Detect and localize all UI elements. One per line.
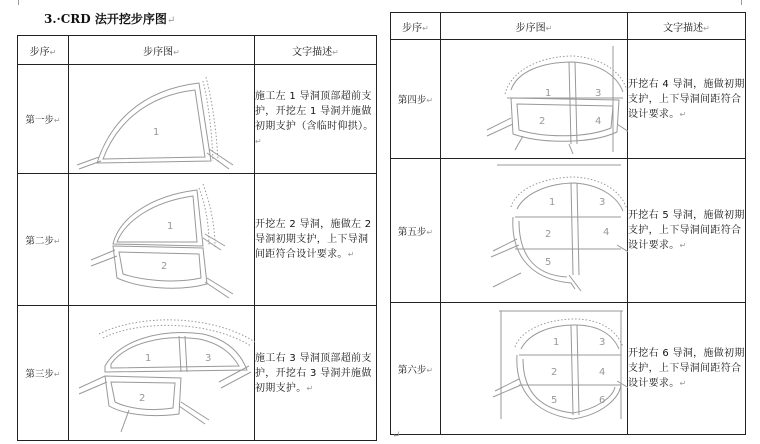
drift-label: 3 [205, 353, 212, 364]
step-description: 施工右 3 导洞顶部超前支护，开挖右 3 导洞并施做初期支护。↵ [255, 306, 377, 441]
tunnel-step-5-diagram [441, 159, 628, 302]
drift-label: 1 [145, 353, 152, 364]
step-description: 施工左 1 导洞顶部超前支护，开挖左 1 导洞并施做初期支护（含临时仰拱）。↵ [255, 65, 377, 174]
section-heading [44, 10, 175, 27]
crop-mark-top-right [741, 0, 750, 5]
drift-label: 6 [599, 395, 606, 406]
table-row [18, 65, 377, 174]
header-step: 步序↵ [18, 36, 69, 65]
drift-label: 3 [599, 337, 606, 348]
drift-label: 1 [553, 337, 560, 348]
table-row [18, 174, 377, 306]
left-steps-table [17, 35, 377, 441]
table-header-row [391, 13, 746, 40]
tunnel-step-6-diagram [441, 303, 628, 434]
drift-label: 1 [545, 88, 552, 99]
step-label: 第五步↵ [391, 159, 441, 303]
header-diagram: 步序图↵ [441, 13, 628, 40]
drift-label: 3 [595, 88, 602, 99]
step-description: 开挖右 6 导洞，施做初期支护，上下导洞间距符合设计要求。↵ [628, 303, 746, 435]
step-description: 开挖右 4 导洞，施做初期支护，上下导洞间距符合设计要求。↵ [628, 40, 746, 159]
tunnel-step-2-diagram [69, 174, 255, 305]
step-label: 第六步↵ [391, 303, 441, 435]
step-description: 开挖左 2 导洞，施做左 2 导洞初期支护，上下导洞间距符合设计要求。↵ [255, 174, 377, 306]
trailing-paragraph-mark: ↵ [392, 430, 401, 441]
drift-label: 2 [551, 367, 558, 378]
table-row [18, 306, 377, 441]
right-steps-table [390, 12, 746, 435]
drift-label: 2 [539, 116, 546, 127]
header-text: 文字描述↵ [255, 36, 377, 65]
step-description: 开挖右 5 导洞，施做初期支护，上下导洞间距符合设计要求。↵ [628, 159, 746, 303]
paragraph-mark: ↵ [166, 15, 176, 26]
step-diagram-cell [441, 303, 628, 435]
drift-label: 2 [139, 393, 146, 404]
table-header-row [18, 36, 377, 65]
table-row [391, 159, 746, 303]
step-label: 第二步↵ [18, 174, 69, 306]
section-heading-text: 3.·CRD 法开挖步序图 [44, 12, 167, 26]
drift-label: 4 [599, 367, 606, 378]
drift-label: 4 [595, 116, 602, 127]
drift-label: 3 [599, 197, 606, 208]
header-step: 步序↵ [391, 13, 441, 40]
header-text: 文字描述↵ [628, 13, 746, 40]
step-diagram-cell [69, 306, 255, 441]
drift-label: 5 [545, 257, 552, 268]
tunnel-step-3-diagram [69, 306, 255, 440]
step-label: 第三步↵ [18, 306, 69, 441]
step-diagram-cell [441, 159, 628, 303]
drift-label: 1 [167, 221, 174, 232]
step-diagram-cell [441, 40, 628, 159]
drift-label: 2 [161, 261, 168, 272]
drift-label: 1 [153, 127, 160, 138]
step-label: 第一步↵ [18, 65, 69, 174]
drift-label: 2 [545, 229, 552, 240]
header-diagram: 步序图↵ [69, 36, 255, 65]
step-diagram-cell [69, 174, 255, 306]
step-label: 第四步↵ [391, 40, 441, 159]
tunnel-step-1-diagram [69, 65, 255, 173]
table-row [391, 303, 746, 435]
crop-mark-top-left [10, 0, 19, 5]
drift-label: 5 [551, 395, 558, 406]
table-row [391, 40, 746, 159]
drift-label: 4 [603, 227, 610, 238]
drift-label: 1 [549, 197, 556, 208]
step-diagram-cell [69, 65, 255, 174]
tunnel-step-4-diagram [441, 40, 628, 158]
